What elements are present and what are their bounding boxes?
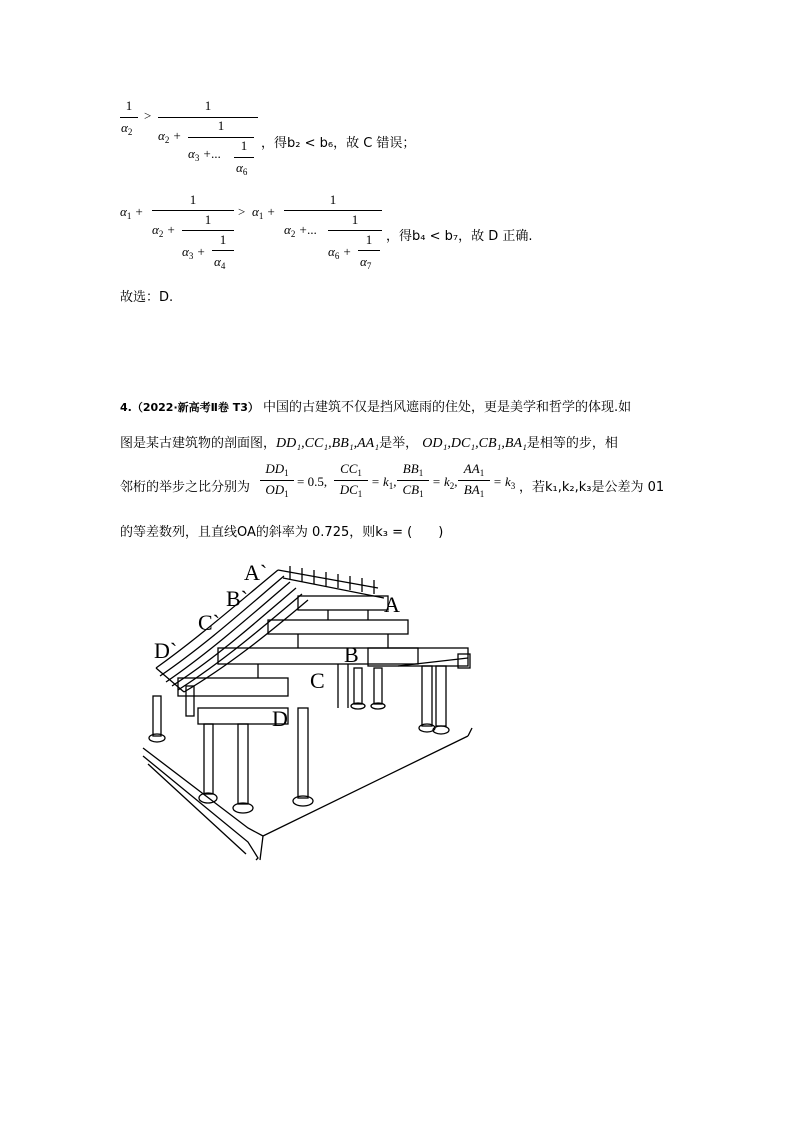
label-A-prime: A` (244, 560, 268, 585)
label-D-prime: D` (154, 638, 178, 663)
q-line2-b: DD₁,CC₁,BB₁,AA₁ (276, 436, 380, 451)
q-line2-e: 是相等的步，相 (526, 436, 618, 451)
line1-conclusion: ，得b₂ < b₆，故 C 错误； (261, 136, 416, 151)
label-B: B (344, 642, 359, 667)
label-C: C (310, 668, 325, 693)
q-line3-a: 邻桁的举步之比分别为 (120, 480, 251, 495)
question-intro: 中国的古建筑不仅是挡风遮雨的住处，更是美学和哲学的体现.如 (263, 400, 632, 415)
q-line2-a: 图是某古建筑物的剖面图， (120, 436, 277, 451)
label-A: A (384, 592, 400, 617)
answer-line: 故选：D. (120, 290, 174, 305)
line2-conclusion: ，得b₄ < b₇，故 D 正确. (386, 229, 533, 244)
label-B-prime: B` (226, 586, 248, 611)
q-line4: 的等差数列，且直线OA的斜率为 0.725，则k₃ = ( ) (120, 525, 444, 540)
question-source: 4.（2022·新高考Ⅱ卷 T3） (120, 401, 259, 414)
label-D: D (272, 706, 288, 731)
q-line3-b: ，若k₁,k₂,k₃是公差为 01 (519, 480, 665, 495)
q-line2-c: 是举， (379, 436, 419, 451)
building-cross-section-figure (138, 558, 478, 863)
q-line2-d: OD₁,DC₁,CB₁,BA₁ (422, 436, 527, 451)
label-C-prime: C` (198, 610, 220, 635)
